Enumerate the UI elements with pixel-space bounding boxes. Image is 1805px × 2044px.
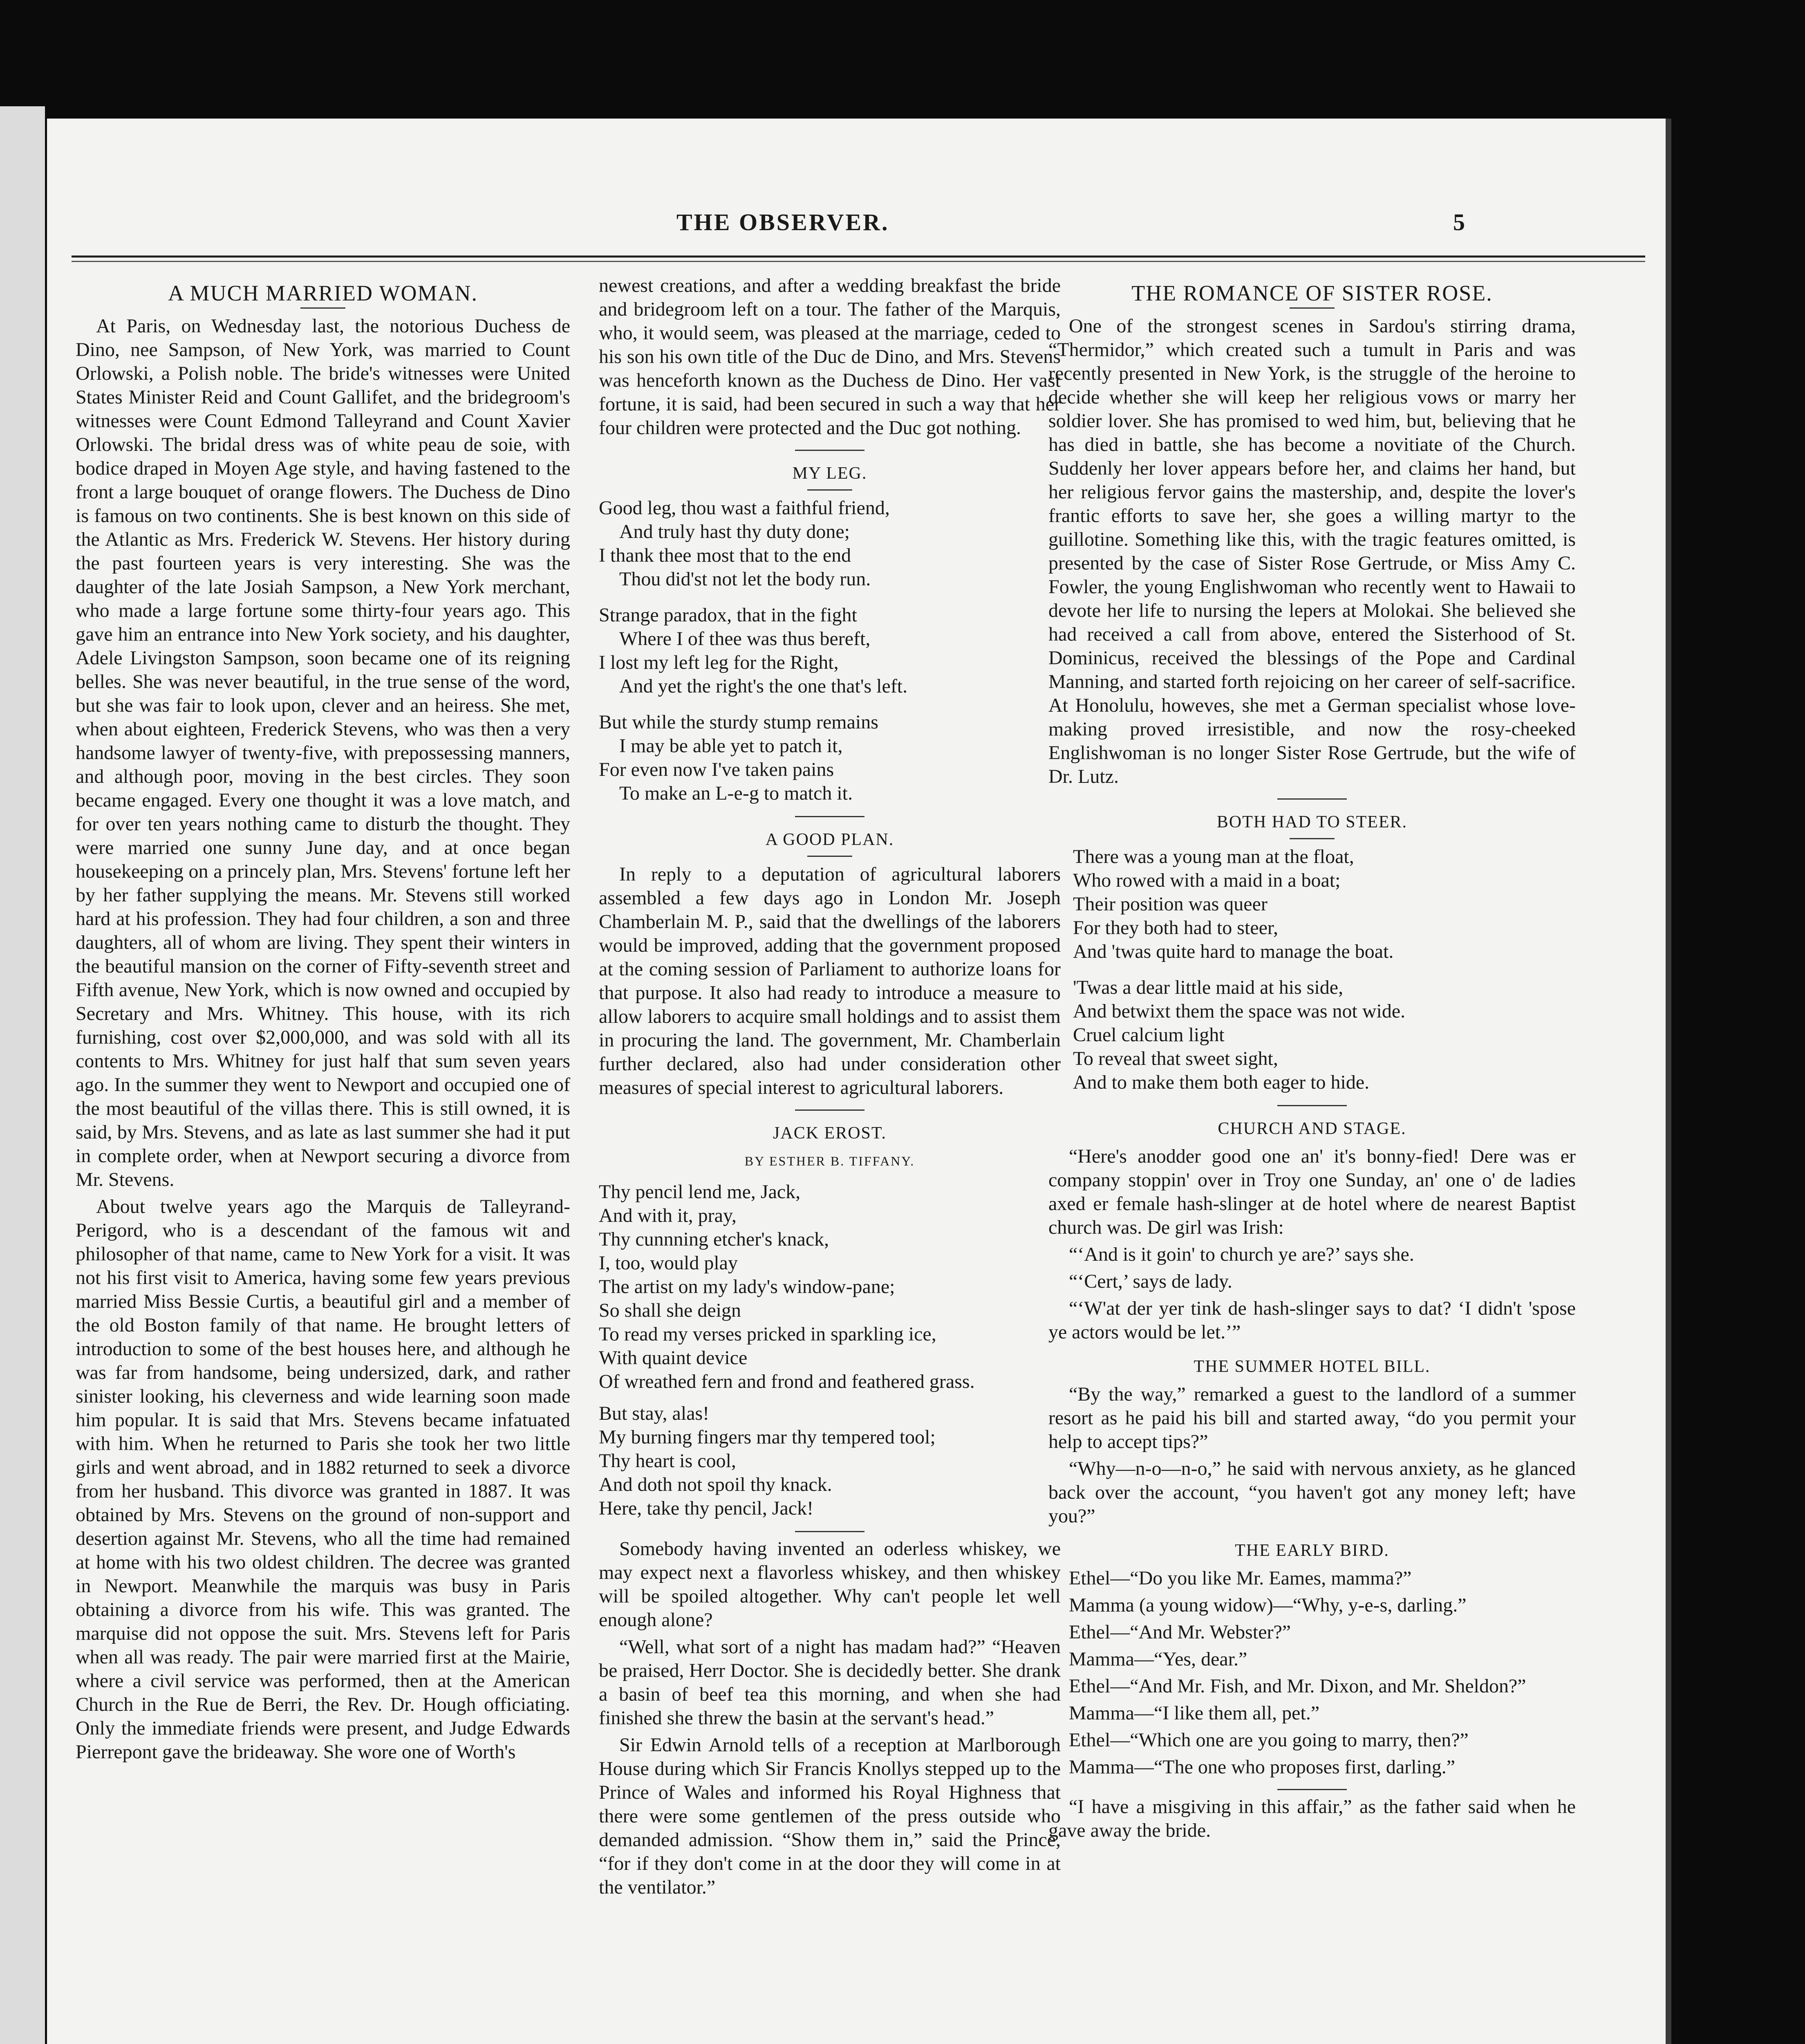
dialog-paragraph: “‘Cert,’ says de lady. — [1069, 1271, 1232, 1292]
title-dash — [300, 307, 345, 309]
paragraph-whiskey: Somebody having invented an oderless whiskey, we may expect next a flavorless whiskey, and then whiskey will be spoiled altogether. Why can't people let well enough alone? — [599, 1538, 1061, 1631]
poem-line: To make an L-e-g to match it. — [619, 782, 853, 804]
poem-line: Strange paradox, that in the fight — [599, 604, 857, 626]
poem-line: Where I of thee was thus bereft, — [619, 628, 871, 650]
poem-line: So shall she deign — [599, 1300, 741, 1321]
poem-line: I may be able yet to patch it, — [619, 735, 843, 757]
article-title-church-stage: CHURCH AND STAGE. — [1218, 1119, 1406, 1138]
article-continuation: newest creations, and after a wedding breakfast the bride and bridegroom left on a tour. The father of the Marquis, who, it would seem, was pleased at the marriage, ceded to his son his own title of the Duc de Dino, and Mrs. Stevens was henceforth known as the Duchess de Dino. Her vast fortune, it is said, had been secured in such a way that her four children were protected and the Duc got nothing. — [599, 275, 1061, 439]
dialog-line: Mamma—“I like them all, pet.” — [1069, 1702, 1320, 1724]
poem-title-both-steer: BOTH HAD TO STEER. — [1216, 813, 1408, 831]
dialog-paragraph: “Why—n-o—n-o,” he said with nervous anxiety, as he glanced back over the account, “you haven't got any money left; have you?” — [1048, 1458, 1576, 1527]
early-bird-dialog — [1048, 1567, 1576, 1779]
column-1 — [76, 274, 570, 1767]
dialog-line: Ethel—“Do you like Mr. Eames, mamma?” — [1069, 1567, 1412, 1589]
poem-line: I thank thee most that to the end — [599, 545, 851, 566]
poem-byline: BY ESTHER B. TIFFANY. — [744, 1154, 915, 1168]
dialog-paragraph: “By the way,” remarked a guest to the landlord of a summer resort as he paid his bill and started away, “do you permit your help to accept tips?” — [1048, 1383, 1576, 1452]
dialog-paragraph: “‘W'at der yer tink de hash-slinger says to dat? ‘I didn't 'spose ye actors would be let.’” — [1048, 1298, 1576, 1343]
poem-line: And 'twas quite hard to manage the boat. — [1073, 941, 1394, 962]
poem-title-jack-frost: JACK EROST. — [773, 1124, 887, 1143]
dialog-paragraph: “Here's anodder good one an' it's bonny-fied! Dere was er company stoppin' over in Troy one Sunday, an' one o' de ladies axed er female hash-slinger at de hotel where de nearest Baptist church was. De girl was Irish: — [1048, 1145, 1576, 1238]
poem-line: Good leg, thou wast a faithful friend, — [599, 497, 890, 519]
poem-line: Thy cunnning etcher's knack, — [599, 1228, 829, 1250]
section-separator — [795, 450, 864, 451]
poem-line: And truly hast thy duty done; — [619, 521, 850, 542]
poem-line: Who rowed with a maid in a boat; — [1073, 870, 1341, 891]
paragraph-arnold: Sir Edwin Arnold tells of a reception at Marlborough House during which Sir Francis Knollys stepped up to the Prince of Wales and informed his Royal Highness that there were some gentlemen of the press outside who demanded admission. “Show them in,” said the Prince, “for if they don't come in at the door they will come in at the ventilator.” — [599, 1734, 1061, 1898]
paragraph-madam: “Well, what sort of a night has madam had?” “Heaven be praised, Herr Doctor. She is decidedly better. She drank a basin of beef tea this morning, and when she had finished she threw the basin at the servant's head.” — [599, 1636, 1061, 1729]
poem-line: And betwixt them the space was not wide. — [1073, 1000, 1406, 1022]
poem-line: To read my verses pricked in sparkling ice, — [599, 1323, 936, 1345]
dialog-paragraph: “‘And is it goin' to church ye are?’ says she. — [1069, 1244, 1414, 1265]
poem-both-steer — [1048, 845, 1576, 1094]
poem-line: Cruel calcium light — [1073, 1024, 1225, 1046]
poem-line: Of wreathed fern and frond and feathered grass. — [599, 1371, 975, 1392]
poem-line: Thy pencil lend me, Jack, — [599, 1181, 801, 1203]
poem-line: And yet the right's the one that's left. — [619, 675, 908, 697]
facing-page-edge — [0, 106, 45, 2044]
poem-line: Here, take thy pencil, Jack! — [599, 1497, 814, 1519]
poem-jack-frost — [599, 1180, 1061, 1520]
poem-line: And with it, pray, — [599, 1205, 737, 1226]
header-rule — [72, 256, 1645, 262]
poem-line: Their position was queer — [1073, 893, 1268, 915]
dialog-line: Mamma (a young widow)—“Why, y-e-s, darling.” — [1069, 1594, 1467, 1616]
poem-line: There was a young man at the float, — [1073, 846, 1354, 867]
masthead-title: THE OBSERVER. — [676, 209, 889, 235]
poem-line: Thy heart is cool, — [599, 1450, 736, 1472]
poem-line: But while the sturdy stump remains — [599, 711, 878, 733]
poem-title-my-leg: MY LEG. — [792, 464, 867, 483]
section-separator — [1277, 798, 1347, 800]
article-title-sister-rose: THE ROMANCE OF SISTER ROSE. — [1131, 281, 1493, 305]
dialog-line: Ethel—“And Mr. Webster?” — [1069, 1621, 1291, 1643]
title-dash — [807, 489, 852, 491]
section-separator — [795, 1531, 864, 1532]
column-2 — [599, 274, 1061, 1903]
title-dash — [807, 856, 852, 857]
article-title-hotel-bill: THE SUMMER HOTEL BILL. — [1194, 1357, 1431, 1376]
poem-line: Thou did'st not let the body run. — [619, 568, 871, 590]
poem-line: 'Twas a dear little maid at his side, — [1073, 977, 1344, 998]
poem-line: For even now I've taken pains — [599, 759, 834, 780]
page-header — [47, 208, 1666, 258]
poem-line: With quaint device — [599, 1347, 748, 1369]
article-paragraph: At Paris, on Wednesday last, the notorious Duchess de Dino, nee Sampson, of New York, was married to Count Orlowski, a Polish noble. The bride's witnesses were United States Minister Reid and Count Gallifet, and the bridegroom's witnesses were Count Edmond Talleyrand and Count Xavier Orlowski. The bridal dress was of white peau de soie, with bodice draped in Moyen Age style, and having fastened to the front a large bouquet of orange flowers. The Duchess de Dino is famous on two continents. She is best known on this side of the Atlantic as Mrs. Frederick W. Stevens. Her history during the past fourteen years is very interesting. She was the daughter of the late Josiah Sampson, a New York merchant, who made a large fortune some thirty-four years ago. This gave him an entrance into New York society, and his daughter, Adele Livingston Sampson, soon became one of its reigning belles. She was never beautiful, in the true sense of the word, but she was fair to look upon, clever and an heiress. She met, when about eighteen, Frederick Stevens, who was then a very handsome lawyer of twenty-five, with prepossessing manners, and although poor, moving in the best circles. They soon became engaged. Every one thought it was a love match, and for over ten years nothing came to disturb the thought. They were married one sunny June day, and at once began housekeeping on a princely plan, Mrs. Stevens' fortune left her by her father supplying the means. Mr. Stevens still worked hard at his profession. They had four children, a son and three daughters, all of whom are living. They spent their winters in the beautiful mansion on the corner of Fifty-seventh street and Fifth avenue, New York, which is now owned and occupied by Secretary and Mrs. Whitney. This house, with its rich furnishing, cost over $2,000,000, and was sold with all its contents to Mrs. Whitney for just half that sum seven years ago. In the summer they went to Newport and occupied one of the most beautiful of the villas there. This is still owned, it is said, by Mrs. Stevens, and as late as last summer she had it put in complete order, when at Newport securing a divorce from Mr. Stevens. — [76, 315, 570, 1190]
column-3 — [1048, 274, 1576, 1846]
section-separator — [1277, 1105, 1347, 1106]
title-dash — [1290, 307, 1335, 309]
dialog-line: Ethel—“And Mr. Fish, and Mr. Dixon, and Mr. Sheldon?” — [1069, 1675, 1526, 1697]
poem-line: For they both had to steer, — [1073, 917, 1278, 939]
poem-my-leg — [599, 496, 1061, 805]
poem-line: My burning fingers mar thy tempered tool; — [599, 1426, 936, 1448]
poem-line: And to make them both eager to hide. — [1073, 1071, 1370, 1093]
poem-line: I lost my left leg for the Right, — [599, 652, 839, 673]
poem-line: I, too, would play — [599, 1252, 738, 1274]
dialog-line: Mamma—“The one who proposes first, darling.” — [1069, 1756, 1456, 1778]
poem-line: The artist on my lady's window-pane; — [599, 1276, 895, 1298]
newspaper-page — [47, 119, 1671, 2044]
section-separator — [1277, 1789, 1347, 1790]
article-title-early-bird: THE EARLY BIRD. — [1235, 1541, 1389, 1560]
section-separator — [795, 1109, 864, 1111]
section-separator — [795, 816, 864, 817]
poem-line: To reveal that sweet sight, — [1073, 1048, 1278, 1069]
closing-paragraph: “I have a misgiving in this affair,” as the father said when he gave away the bride. — [1048, 1796, 1576, 1841]
poem-line: But stay, alas! — [599, 1403, 710, 1424]
dialog-line: Mamma—“Yes, dear.” — [1069, 1648, 1247, 1670]
article-paragraph: In reply to a deputation of agricultural laborers assembled a few days ago in London Mr. Joseph Chamberlain M. P., said that the dwellings of the laborers would be improved, adding that the government proposed at the coming session of Parliament to authorize loans for that purpose. It also had ready to introduce a measure to allow laborers to acquire small holdings and to assist them in procuring the land. The government, Mr. Chamberlain further declared, also had under consideration other measures of special interest to agricultural laborers. — [599, 863, 1061, 1098]
title-dash — [1290, 838, 1335, 839]
page-number: 5 — [1453, 209, 1465, 235]
article-paragraph: About twelve years ago the Marquis de Talleyrand-Perigord, who is a descendant of the famous wit and philosopher of that name, came to New York for a visit. It was not his first visit to America, having some few years previous married Miss Bessie Curtis, a beautiful girl and a member of the old Boston family of that name. He brought letters of introduction to some of the best houses here, and although he was far from handsome, being undersized, dark, and rather sinister looking, his cleverness and wide learning soon made him popular. It is said that Mrs. Stevens became infatuated with him. When he returned to Paris she took her two little girls and went abroad, and in 1882 returned to seek a divorce from her husband. This divorce was granted in 1887. It was obtained by Mrs. Stevens on the ground of non-support and desertion against Mr. Stevens, who all the time had remained at home with his two oldest children. The decree was granted in Newport. Meanwhile the marquis was busy in Paris obtaining a divorce from his wife. This was granted. The marquise did not oppose the suit. Mrs. Stevens left for Paris when all was ready. The pair were married first at the Mairie, where a civil service was performed, then at the American Church in the Rue de Berri, the Rev. Dr. Hough officiating. Only the immediate friends were present, and Judge Edwards Pierrepont gave the brideaway. She wore one of Worth's — [76, 1196, 570, 1763]
poem-line: And doth not spoil thy knack. — [599, 1474, 832, 1495]
dialog-line: Ethel—“Which one are you going to marry, then?” — [1069, 1729, 1469, 1751]
article-paragraph: One of the strongest scenes in Sardou's stirring drama, “Thermidor,” which created such a tumult in Paris and was recently presented in New York, is the struggle of the heroine to decide whether she will keep her religious vows or marry her soldier lover. She has promised to wed him, but, believing that he has died in battle, she has become a novitiate of the Church. Suddenly her lover appears before her, and claims her hand, but her religious fervor gains the mastership, and, despite the lover's frantic efforts to save her, she goes a willing martyr to the guillotine. Something like this, with the tragic features omitted, is presented by the case of Sister Rose Gertrude, or Miss Amy C. Fowler, the young Englishwoman who recently went to Hawaii to devote her life to nursing the lepers at Molokai. She believed she had received a call from above, entered the Sisterhood of St. Dominicus, received the blessings of the Pope and Cardinal Manning, and started forth rejoicing on her career of self-sacrifice. At Honolulu, howeves, she met a German specialist whose love-making proved irresistible, and now the rosy-cheeked Englishwoman is no longer Sister Rose Gertrude, but the wife of Dr. Lutz. — [1048, 315, 1576, 787]
article-title-married-woman: A MUCH MARRIED WOMAN. — [168, 281, 478, 305]
article-title-good-plan: A GOOD PLAN. — [765, 830, 894, 849]
